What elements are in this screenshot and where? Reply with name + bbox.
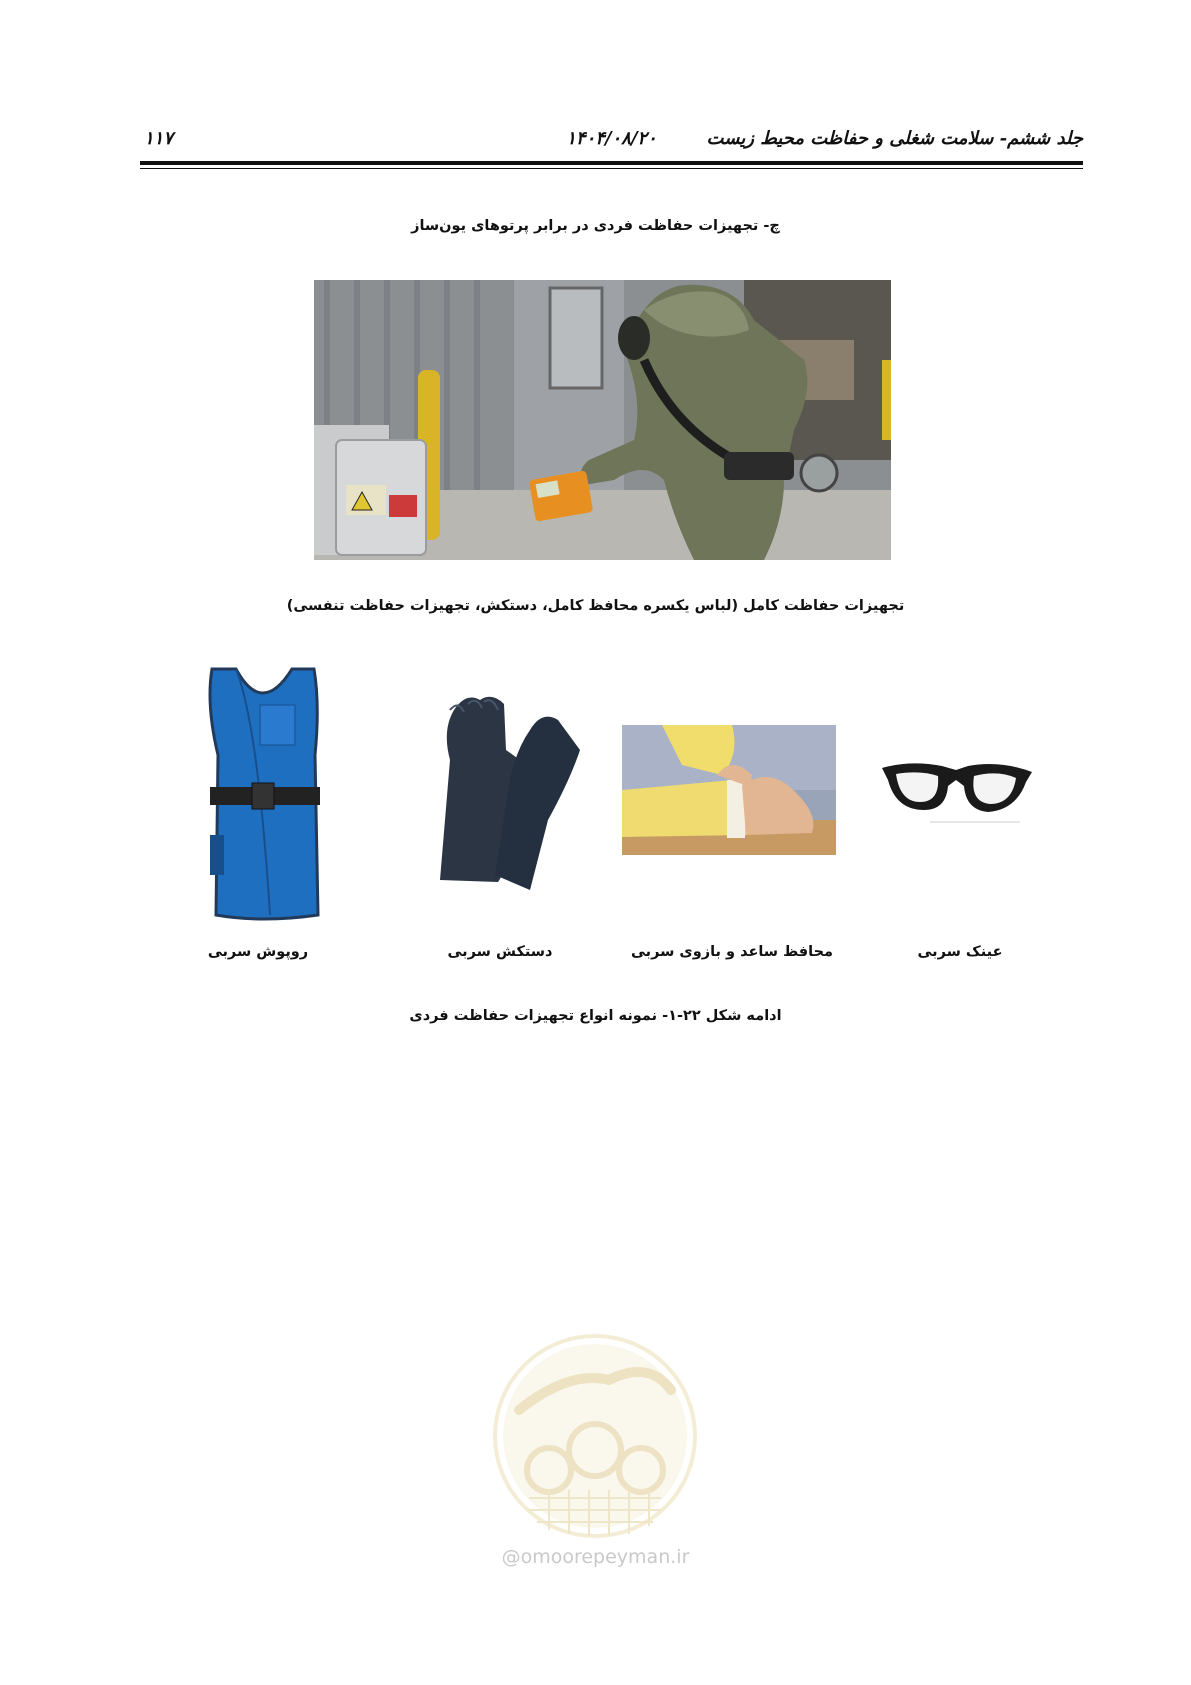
lead-glasses-image	[870, 750, 1040, 825]
full-protection-photo	[314, 280, 891, 560]
forearm-protector-image	[622, 725, 836, 855]
watermark-logo	[489, 1330, 701, 1550]
book-title: جلد ششم- سلامت شغلی و حفاظت محیط زیست	[706, 128, 1083, 149]
lead-glasses-label: عینک سربی	[917, 944, 1003, 960]
lead-apron-image	[200, 665, 325, 923]
watermark-url: @omoorepeyman.ir	[501, 1546, 690, 1568]
main-photo-caption: تجهیزات حفاظت کامل (لباس یکسره محافظ کامل، دستکش، تجهیزات حفاظت تنفسی)	[286, 598, 905, 614]
forearm-protector-label: محافظ ساعد و بازوی سربی	[630, 944, 834, 960]
header-rule-thin	[140, 168, 1083, 169]
page-number: ۱۱۷	[144, 128, 174, 149]
section-title: چ- تجهیزات حفاظت فردی در برابر پرتوهای یون‌ساز	[411, 218, 780, 234]
figure-caption: ادامه شکل ۲۲-۱- نمونه انواع تجهیزات حفاظت فردی	[409, 1008, 782, 1024]
header-rule-thick	[140, 161, 1083, 165]
lead-gloves-label: دستکش سربی	[447, 944, 553, 960]
header-date: ۱۴۰۴/۰۸/۲۰	[566, 128, 657, 149]
hazmat-worker-image	[314, 280, 891, 560]
lead-gloves-image	[420, 690, 585, 890]
lead-apron-label: روپوش سربی	[207, 944, 309, 960]
